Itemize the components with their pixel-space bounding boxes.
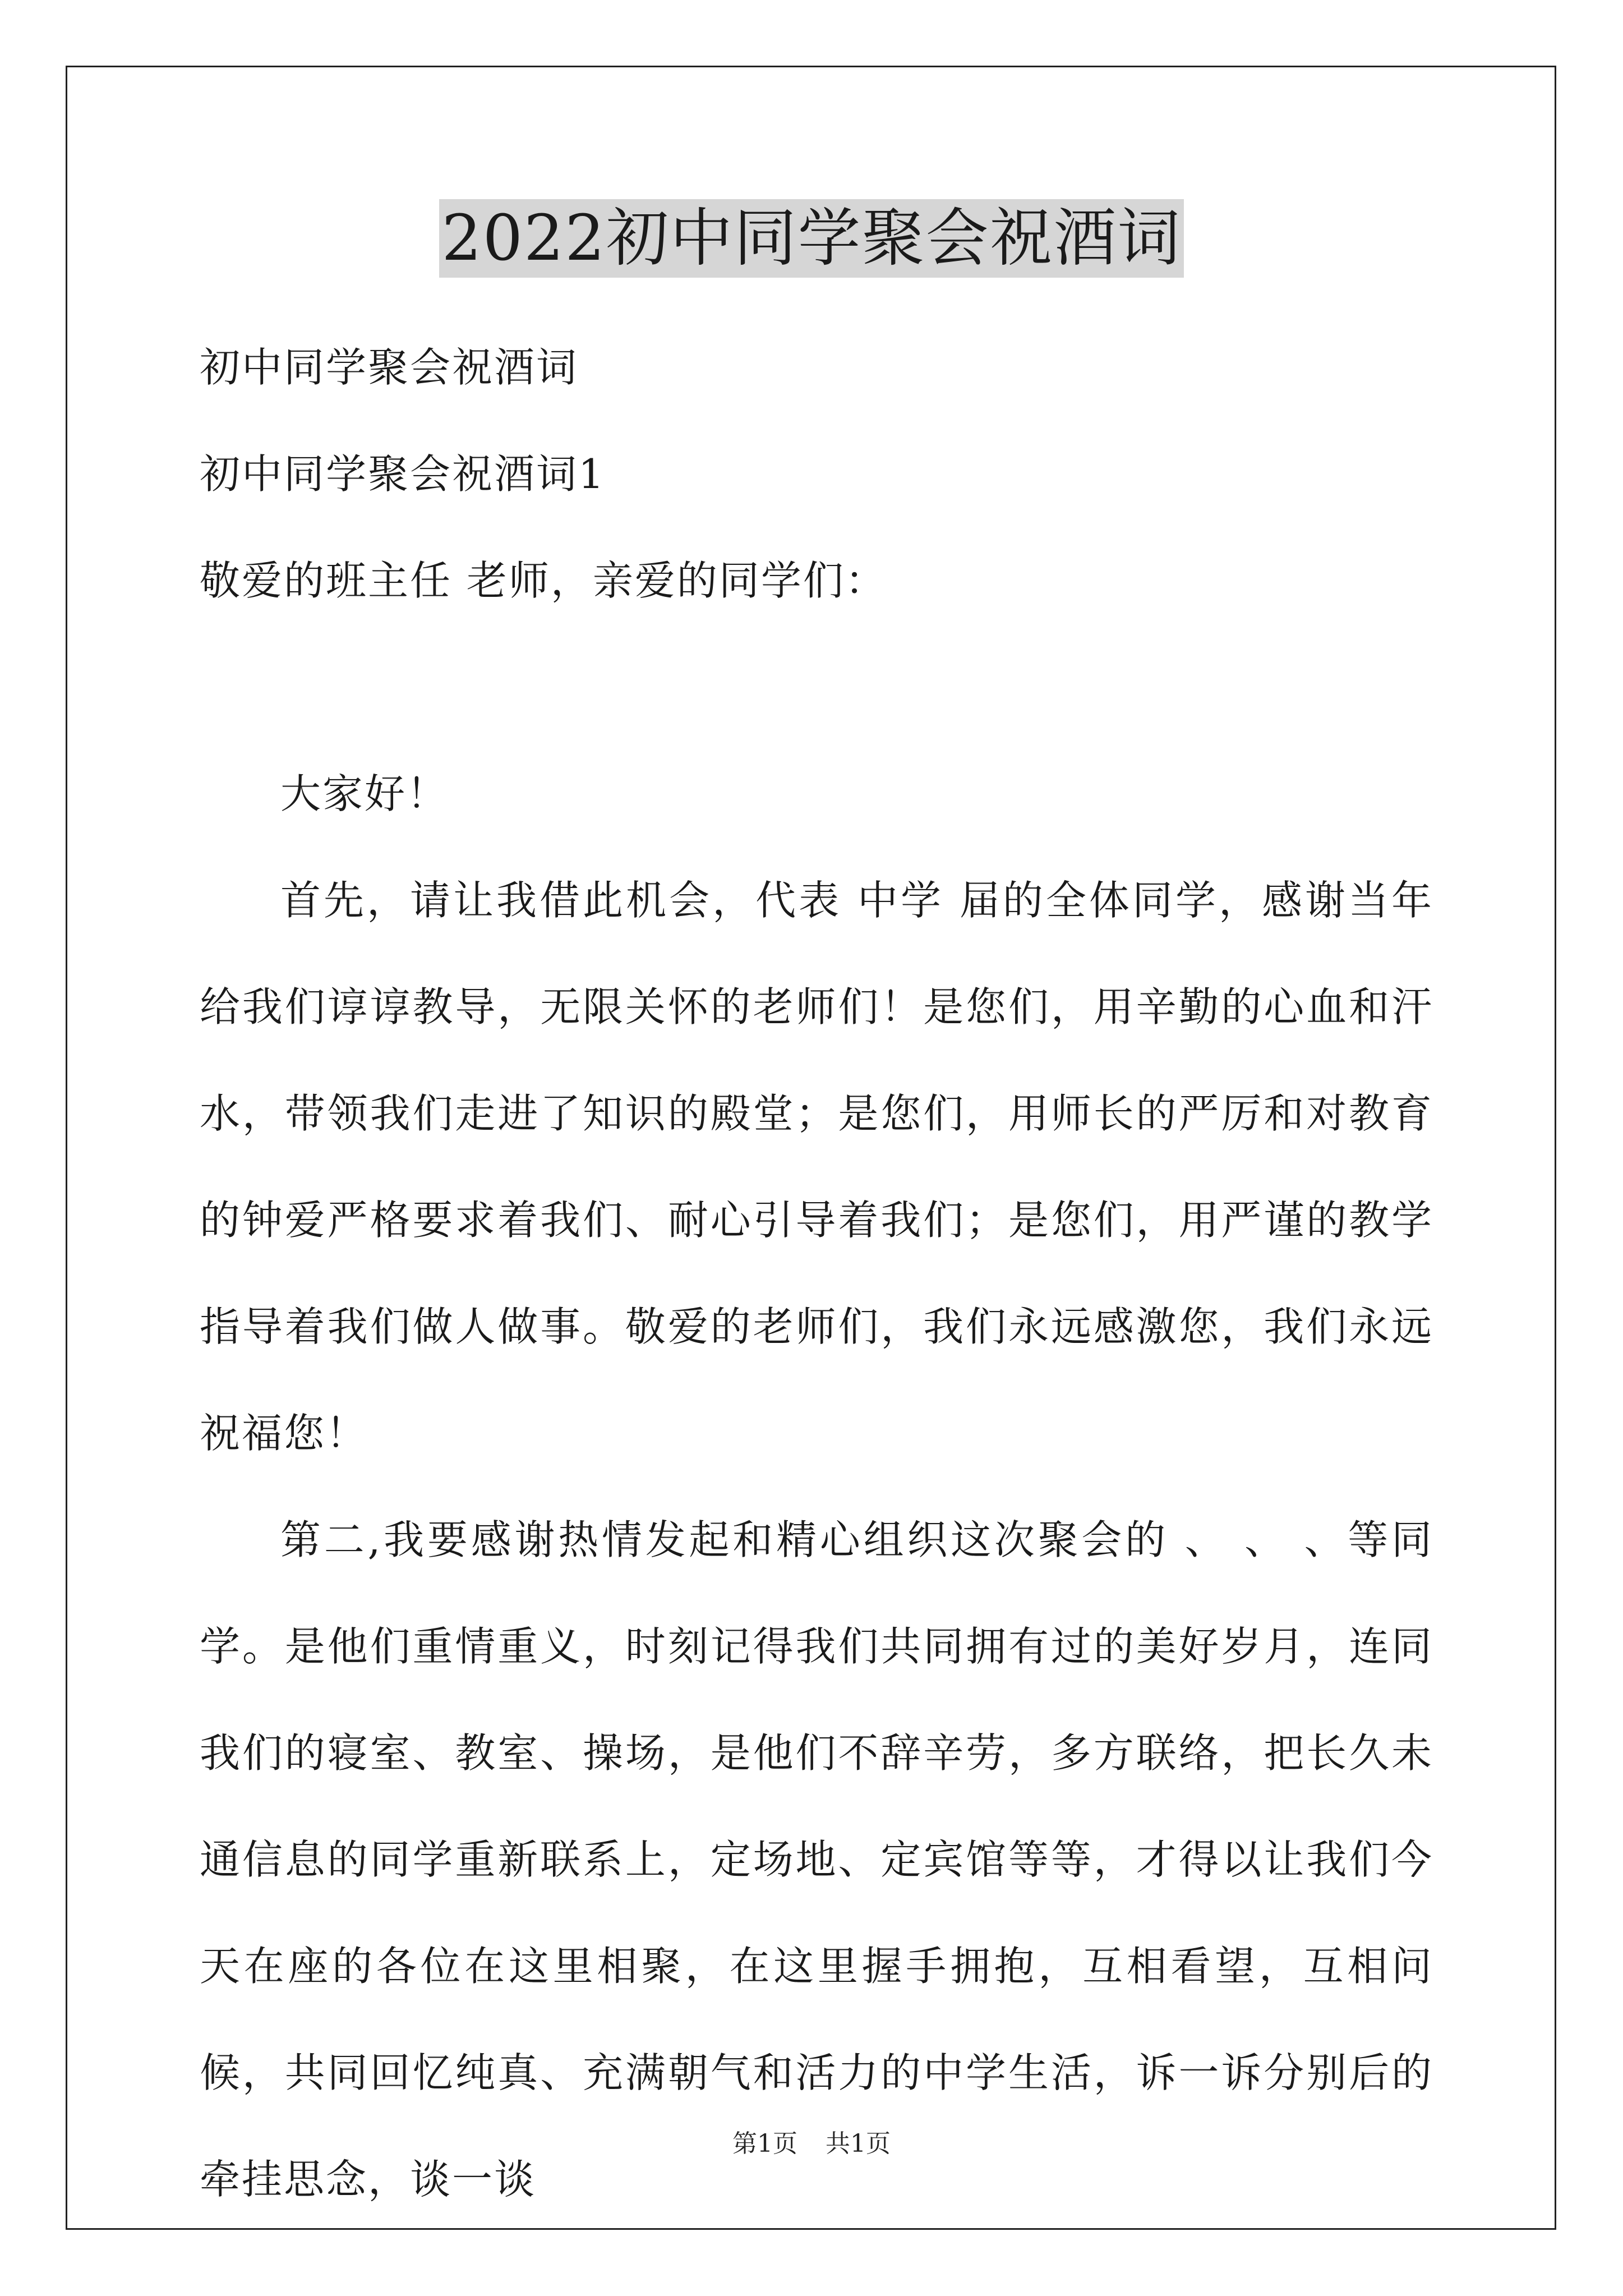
blank-line [200,634,1433,740]
paragraph-thanks-organizers: 第二,我要感谢热情发起和精心组织这次聚会的 、 、 、等同学。是他们重情重义，时刻记得我们共同拥有过的美好岁月，连同我们的寝室、教室、操场，是他们不辞辛劳，多方联络，把长久未通信息的同学重新联系上，定场地、定宾馆等等，才得以让我们今天在座的各位在这里相聚，在这里握手拥抱，互相看望，互相问候，共同回忆纯真、充满朝气和活力的中学生活，诉一诉分别后的牵挂思念，谈一谈 [200,1516,1433,2203]
title-container [0,199,1623,278]
document-title: 2022初中同学聚会祝酒词 [439,199,1183,278]
subtitle-line: 初中同学聚会祝酒词 [200,344,579,391]
page-number: 第1页 [732,2129,797,2158]
section-heading: 初中同学聚会祝酒词1 [200,450,606,498]
page-total: 共1页 [826,2129,891,2158]
document-body [200,314,1433,2233]
greeting: 大家好！ [280,770,449,817]
page-footer [0,2123,1623,2159]
salutation: 敬爱的班主任 老师，亲爱的同学们： [200,557,887,604]
paragraph-thanks-teachers: 首先，请让我借此机会，代表 中学 届的全体同学，感谢当年给我们谆谆教导，无限关怀的老师们！是您们，用辛勤的心血和汗水，带领我们走进了知识的殿堂；是您们，用师长的严厉和对教育的钟爱严格要求着我们、耐心引导着我们；是您们，用严谨的教学指导着我们做人做事。敬爱的老师们，我们永远感激您，我们永远祝福您！ [200,877,1433,1457]
